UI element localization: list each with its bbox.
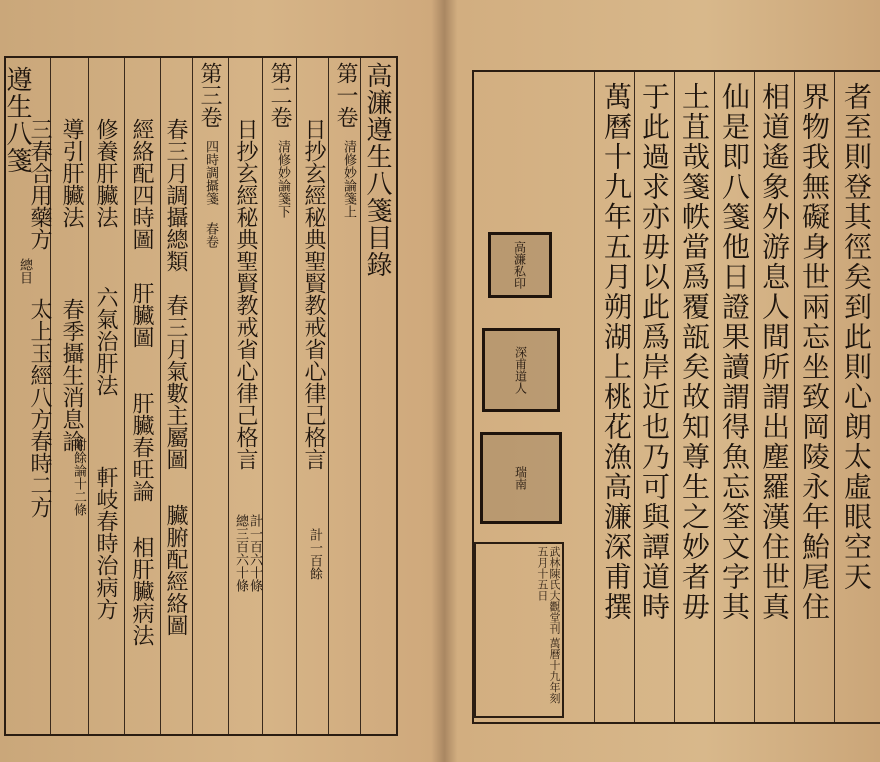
- toc-item: 臟腑配經絡圖: [163, 504, 188, 636]
- edge-label: 遵生八箋: [2, 66, 32, 174]
- toc-count: 總三百六十條: [233, 514, 248, 592]
- juan-2-sub: 清修妙論箋下: [275, 140, 290, 218]
- right-page-frame: [472, 70, 880, 724]
- juan-3-sub2: 春卷: [203, 222, 218, 248]
- publisher-stamp: 武林陳氏大觀堂刊 萬曆十九年刻 五月十五日: [474, 542, 564, 718]
- toc-item: 春三月調攝總類: [163, 118, 188, 272]
- toc-item: 經絡配四時圖: [129, 118, 154, 250]
- toc-item: 肝臟春旺論: [129, 392, 154, 502]
- toc-item: 六氣治肝法: [93, 286, 118, 396]
- text-column-6: 于此過求亦毋以此爲岸近也乃可與譚道時: [638, 82, 671, 622]
- toc-item: 肝臟圖: [129, 282, 154, 348]
- toc-item: 春季攝生消息論: [59, 298, 84, 452]
- seal-3: 瑞南: [480, 432, 562, 524]
- toc-note: 附餘論十二條: [71, 438, 86, 516]
- right-page: [446, 0, 880, 762]
- toc-item: 日抄玄經秘典聖賢教戒省心律己格言: [233, 118, 258, 470]
- left-page-frame: [4, 56, 398, 736]
- toc-item: 太上玉經八方春時二方: [27, 298, 52, 518]
- toc-count: 計一百六十條: [247, 514, 262, 592]
- juan-3-sub: 四時調攝箋: [203, 140, 218, 205]
- text-column-2: 界物我無礙身世兩忘坐致岡陵永年鮐尾住: [798, 82, 831, 622]
- toc-item: 日抄玄經秘典聖賢教戒省心律己格言: [301, 118, 326, 470]
- seal-2: 深甫道人: [482, 328, 560, 412]
- juan-1-heading: 第一卷: [333, 62, 358, 128]
- text-column-5: 土苴哉箋帙當爲覆瓿矣故知尊生之妙者毋: [678, 82, 711, 622]
- toc-item: 相肝臟病法: [129, 536, 154, 646]
- toc-item: 三春合用藥方: [27, 118, 52, 250]
- text-column-3: 相道遙象外游息人間所謂出塵羅漢住世真: [758, 82, 791, 622]
- toc-item: 春三月氣數主屬圖: [163, 294, 188, 470]
- text-column-4: 仙是即八箋他日證果讀謂得魚忘筌文字其: [718, 82, 751, 622]
- seal-1: 高濂私印: [488, 232, 552, 298]
- toc-item: 軒岐春時治病方: [93, 466, 118, 620]
- juan-1-sub: 清修妙論箋上: [341, 140, 356, 218]
- edge-sub: 總目: [17, 258, 32, 284]
- juan-2-heading: 第二卷: [267, 62, 292, 128]
- left-page: [0, 0, 438, 762]
- juan-3-heading: 第三卷: [197, 62, 222, 128]
- toc-item: 導引肝臟法: [59, 118, 84, 228]
- text-column-7: 萬曆十九年五月朔湖上桃花漁高濂深甫撰: [600, 82, 633, 622]
- page-title: 高濂遵生八箋目錄: [362, 62, 392, 278]
- text-column-1: 者至則登其徑矣到此則心朗太虛眼空天: [840, 82, 873, 592]
- toc-count: 計一百餘: [307, 528, 322, 580]
- toc-item: 修養肝臟法: [93, 118, 118, 228]
